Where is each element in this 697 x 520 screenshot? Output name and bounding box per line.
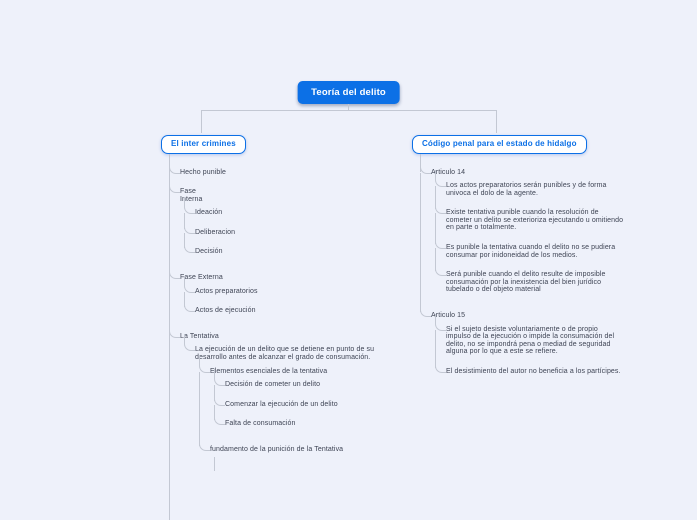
tree-item	[446, 203, 662, 238]
tree-item-label[interactable]: El desistimiento del autor no beneficia a los partícipes.	[446, 368, 621, 375]
tree-item-label[interactable]: Decisión de cometer un delito	[225, 381, 321, 389]
tree-item-label[interactable]: fundamento de la punición de la Tentativa	[210, 446, 344, 453]
tree-item-label[interactable]: Fase Interna	[180, 188, 203, 203]
tree-item-label[interactable]: Articulo 14	[431, 168, 466, 176]
tree-item-label[interactable]: La Tentativa	[180, 332, 219, 340]
tree-item-label[interactable]: Fase Externa	[180, 274, 223, 282]
tree-item	[210, 440, 426, 460]
branch-node[interactable]: El inter crimines	[161, 135, 246, 154]
tree-item	[210, 362, 426, 440]
tree-item-label[interactable]: Falta de consumación	[225, 420, 296, 428]
tree-item-label[interactable]: Existe tentativa punible cuando la resolución de cometer un delito se exterioriza ejecutando u omitiendo en parte o totalmente.	[446, 209, 624, 232]
tree-item	[225, 375, 426, 395]
tree-item	[180, 182, 426, 268]
tree-item	[195, 340, 426, 465]
tree-item	[195, 203, 426, 223]
branch-right	[412, 133, 662, 520]
branch-left	[161, 133, 426, 520]
tree-item	[446, 320, 662, 362]
connector-horizontal	[201, 110, 497, 111]
tree-item-label[interactable]: Articulo 15	[431, 312, 466, 320]
tree-item	[180, 327, 426, 472]
tree-item	[446, 265, 662, 300]
tree-item-label[interactable]: Hecho punible	[180, 168, 227, 176]
tree-item	[180, 268, 426, 327]
connector-stub	[214, 457, 215, 471]
tree-item-label[interactable]: Decisión	[195, 248, 223, 256]
tree-item	[446, 362, 662, 382]
tree-item	[225, 414, 426, 434]
tree-item-label[interactable]: Elementos esenciales de la tentativa	[210, 367, 328, 375]
tree-item-label[interactable]: Será punible cuando el delito resulte de imposible consumación por la inexistencia del bien jurídico tubelado o del objeto material	[446, 271, 606, 294]
tree-item-label[interactable]: La ejecución de un delito que se detiene en punto de su desarrollo antes de alcanzar el grado de consumación.	[195, 346, 375, 362]
tree-item-label[interactable]: Ideación	[195, 209, 223, 217]
tree-left	[161, 154, 426, 472]
tree-item	[195, 223, 426, 243]
branch-node[interactable]: Código penal para el estado de hidalgo	[412, 135, 587, 154]
tree-item	[195, 301, 426, 321]
tree-right	[412, 154, 662, 388]
tree-item-label[interactable]: Los actos preparatorios serán punibles y de forma univoca el dolo de la agente.	[446, 182, 607, 197]
tree-item	[225, 395, 426, 415]
tree-item	[180, 163, 426, 183]
tree-item-label[interactable]: Deliberacion	[195, 228, 236, 236]
tree-item	[446, 176, 662, 203]
connector-left-drop	[201, 110, 202, 133]
tree-item	[431, 306, 662, 388]
tree-item	[431, 163, 662, 307]
tree-item	[195, 282, 426, 302]
tree-item-label[interactable]: Comenzar la ejecución de un delito	[225, 400, 338, 408]
tree-item-label[interactable]: Si el sujeto desiste voluntariamente o de propio impulso de la ejecución o impide la consumación del delito, no se impondrá pena o mediad de seguridad alguna por lo que a este se refiere.	[446, 325, 615, 356]
connector-right-drop	[496, 110, 497, 133]
tree-item-label[interactable]: Actos de ejecución	[195, 307, 256, 315]
tree-item-label[interactable]: Es punible la tentativa cuando el delito no se pudiera consumar por inidoneidad de los medios.	[446, 244, 616, 259]
tree-item-label[interactable]: Actos preparatorios	[195, 287, 258, 295]
tree-item	[195, 242, 426, 262]
root-node[interactable]: Teoría del delito	[297, 81, 400, 104]
tree-item	[446, 238, 662, 265]
